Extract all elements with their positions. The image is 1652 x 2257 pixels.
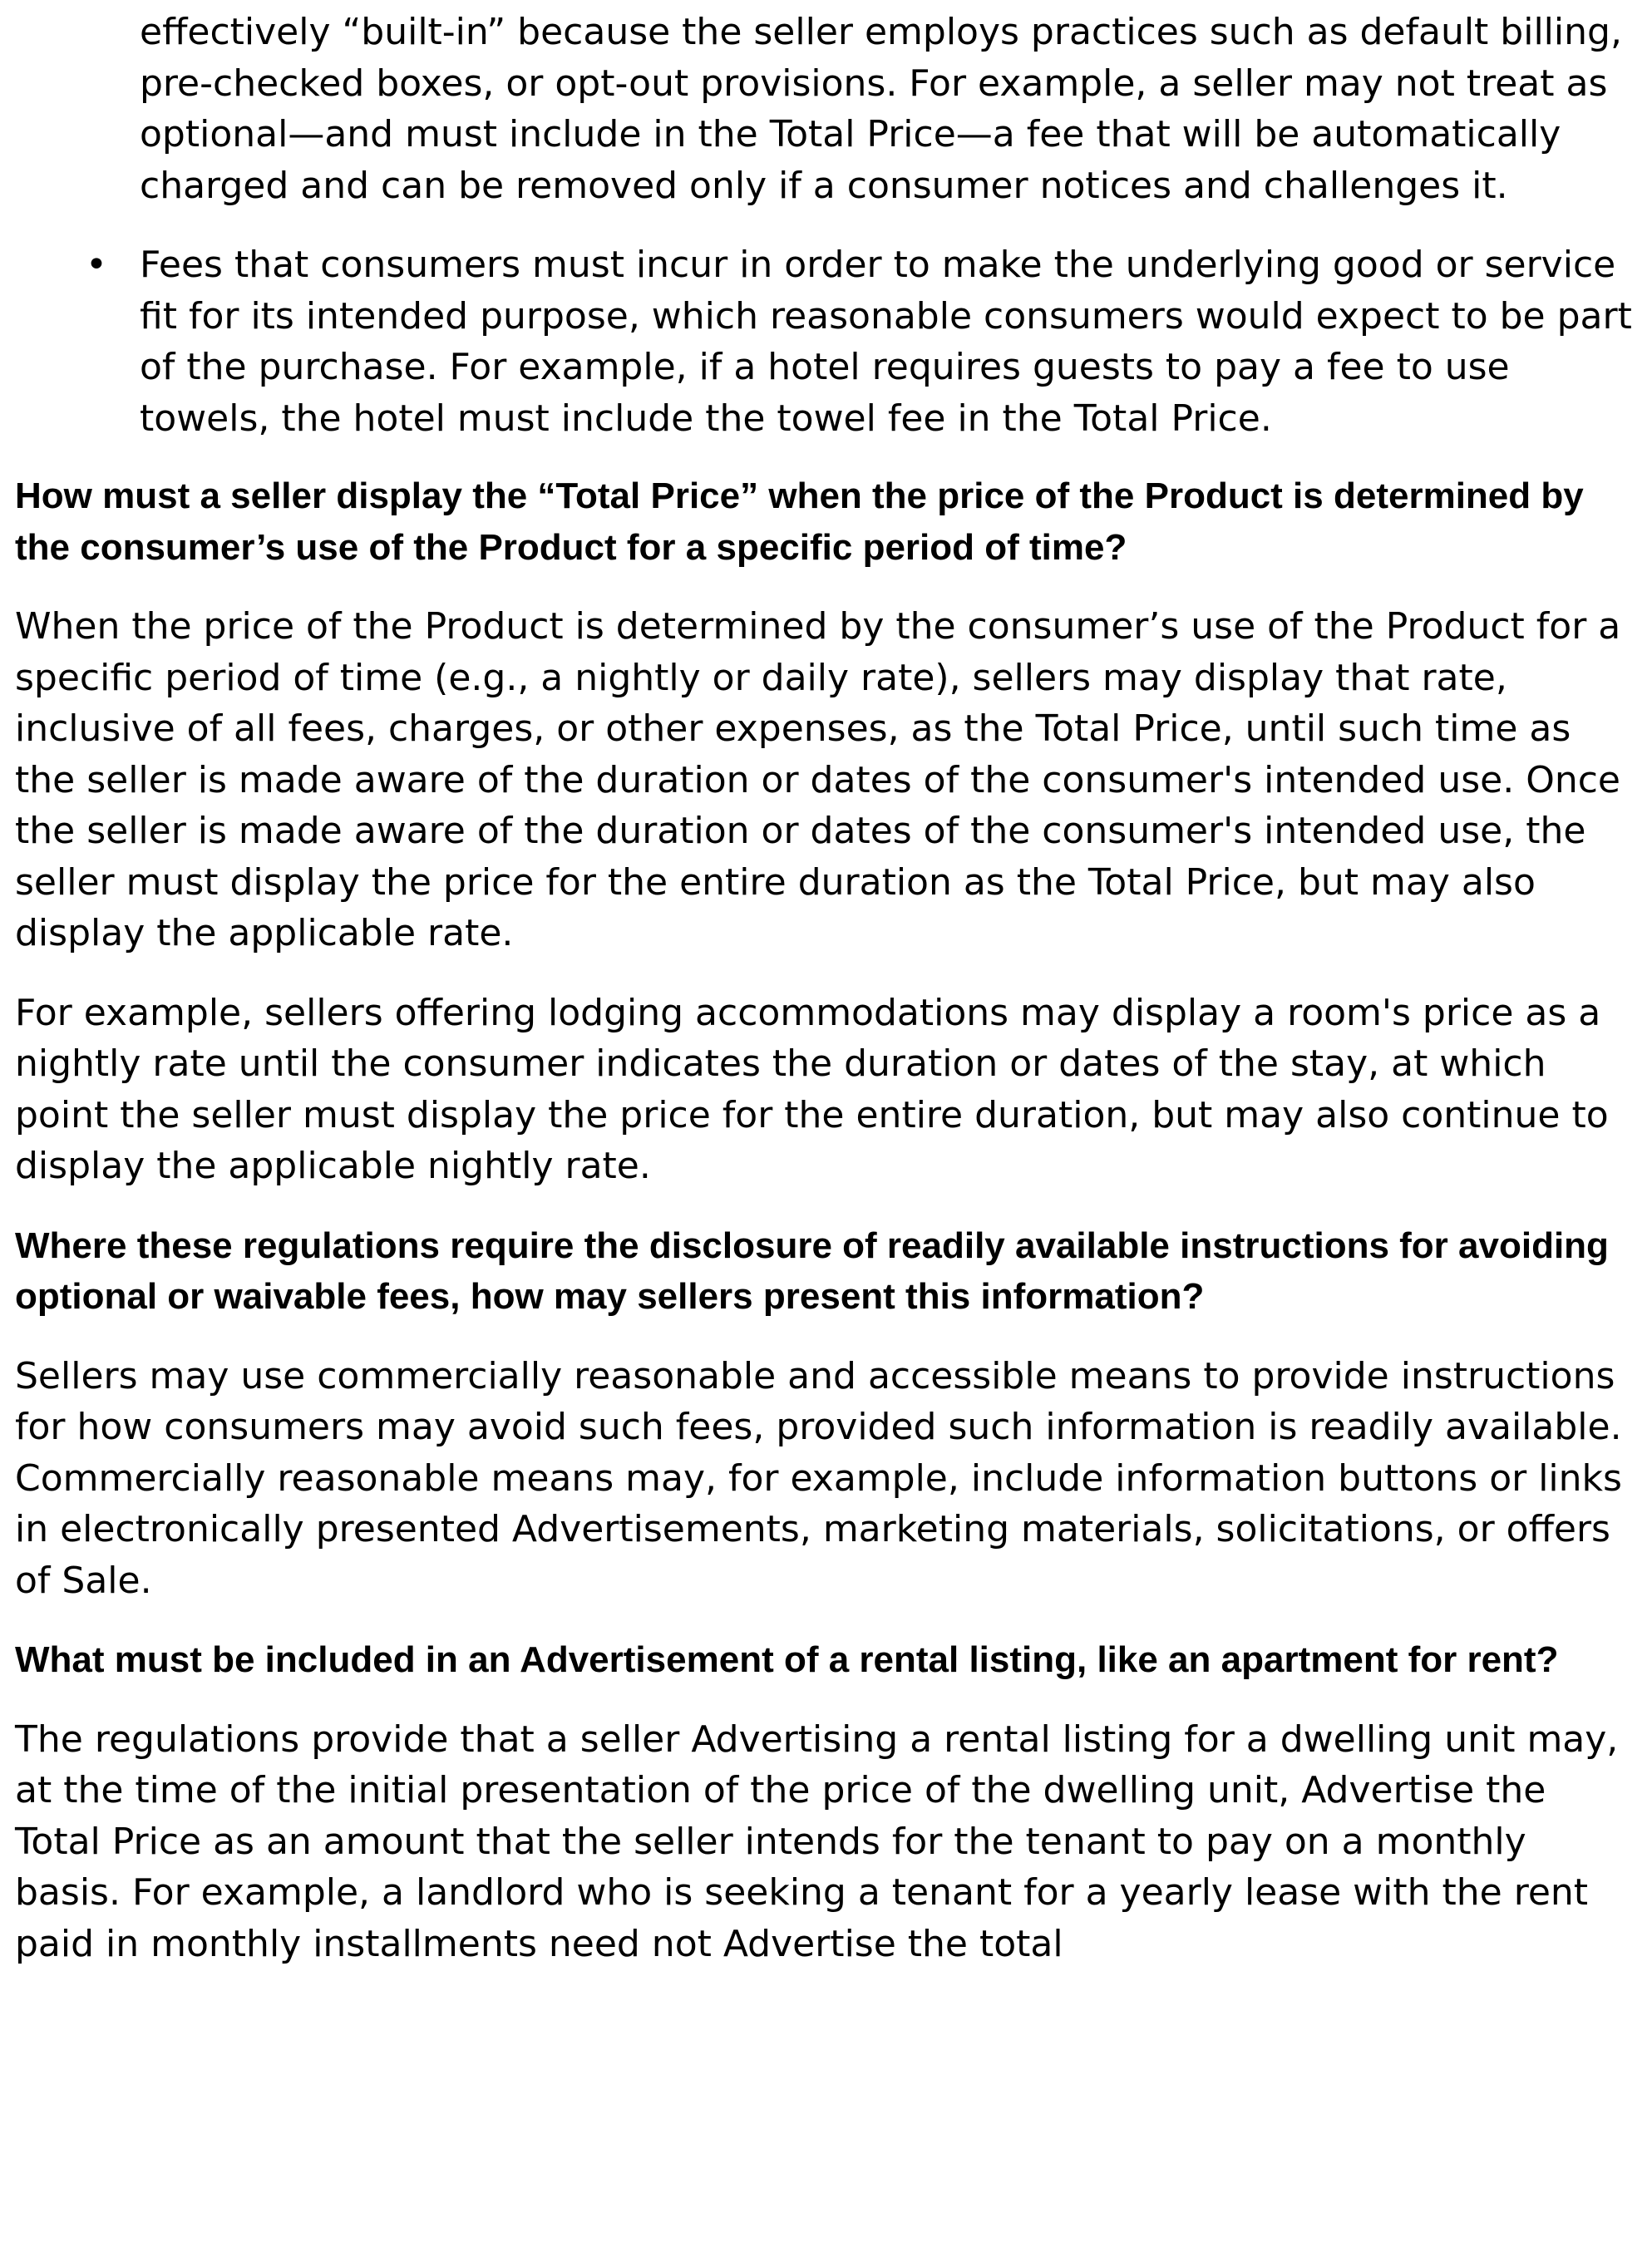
bullet-text: effectively “built-in” because the seller employs practices such as default billing, pre-checked boxes, or opt-out provisions. For example, a seller may not treat as optional—and must include in the Total Price—a fee that will be automatically charged and can be removed only if a consumer notices and challenges it.: [140, 11, 1622, 207]
bullet-item-built-in-fees: [15, 7, 1636, 211]
document-page: [15, 0, 1636, 1969]
bullet-item-intended-purpose-fees: [15, 239, 1636, 444]
bullet-marker: •: [86, 244, 107, 286]
bullet-text: Fees that consumers must incur in order to make the underlying good or service fit for its intended purpose, which reasonable consumers would expect to be part of the purchase. For example, if a hotel requires guests to pay a fee to use towels, the hotel must include the towel fee in the Total Price.: [140, 244, 1632, 440]
fee-bullet-list: [15, 7, 1636, 444]
question-heading-avoiding-fees: Where these regulations require the disclosure of readily available instructions for avoiding optional or waivable fees, how may sellers present this information?: [15, 1225, 1609, 1317]
answer-paragraph: The regulations provide that a seller Advertising a rental listing for a dwelling unit may, at the time of the initial presentation of the price of the dwelling unit, Advertise the Total Price as an amount that the seller intends for the tenant to pay on a monthly basis. For example, a landlord who is seeking a tenant for a yearly lease with the rent paid in monthly installments need not Advertise the total: [15, 1717, 1619, 1965]
question-heading-rental-listing: What must be included in an Advertisement of a rental listing, like an apartment for rent?: [15, 1639, 1559, 1680]
answer-paragraph: When the price of the Product is determined by the consumer’s use of the Product for a specific period of time (e.g., a nightly or daily rate), sellers may display that rate, inclusive of all fees, charges, or other expenses, as the Total Price, until such time as the seller is made aware of the duration or dates of the consumer's intended use. Once the seller is made aware of the duration or dates of the consumer's intended use, the seller must display the price for the entire duration as the Total Price, but may also display the applicable rate.: [15, 605, 1621, 954]
answer-paragraph: For example, sellers offering lodging accommodations may display a room's price as a nightly rate until the consumer indicates the duration or dates of the stay, at which point the seller must display the price for the entire duration, but may also continue to display the applicable nightly rate.: [15, 991, 1609, 1187]
question-heading-period-pricing: How must a seller display the “Total Price” when the price of the Product is determined by the consumer’s use of the Product for a specific period of time?: [15, 476, 1584, 568]
answer-paragraph: Sellers may use commercially reasonable and accessible means to provide instructions for how consumers may avoid such fees, provided such information is readily available. Commercially reasonable means may, for example, include information buttons or links in electronically presented Advertisements, marketing materials, solicitations, or offers of Sale.: [15, 1354, 1622, 1602]
